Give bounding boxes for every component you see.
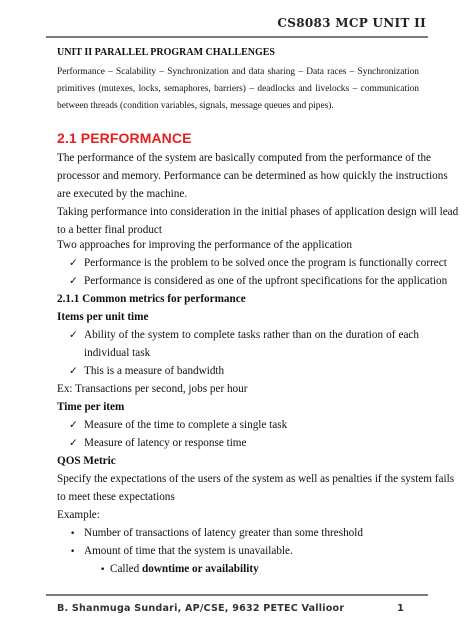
qos-bullet: Number of transactions of latency greater than some threshold [84,527,363,539]
syllabus-line: Performance – Scalability – Synchronization and data sharing – Data races – Synchronization [57,67,419,77]
approach-item: Performance is the problem to be solved once the program is functionally correct [84,257,447,269]
metric-heading-time-per-item: Time per item [57,401,125,413]
metric-heading-items-per-unit-time: Items per unit time [57,311,149,323]
section-heading: 2.1 PERFORMANCE [57,130,192,146]
bullet-icon: • [70,547,76,557]
subsection-heading: 2.1.1 Common metrics for performance [57,293,246,305]
checkmark-icon: ✓ [69,257,78,269]
qos-sub-bullet-prefix: Called [110,563,143,575]
design-paragraph [57,203,459,239]
qos-sub-bullet-emphasis: downtime or availability [142,563,259,575]
header-title: CS8083 MCP UNIT II [277,16,426,30]
metric-heading-qos: QOS Metric [57,455,116,467]
checkmark-icon: ✓ [69,275,78,287]
performance-paragraph [57,149,448,203]
metric-bullet: Ability of the system to complete tasks rather than on the duration of each [84,329,419,341]
qos-bullet: Amount of time that the system is unavailable. [84,545,293,557]
qos-paragraph-line: Specify the expectations of the users of the system as well as penalties if the system fails [57,473,455,485]
unit-syllabus [57,64,419,115]
syllabus-line: primitives (mutexes, locks, semaphores, barriers) – deadlocks and livelocks – communication [57,84,419,94]
paragraph-line: Taking performance into consideration in the initial phases of application design will lead [57,206,459,218]
checkmark-icon: ✓ [69,365,78,377]
metric-example: Ex: Transactions per second, jobs per hour [57,383,248,395]
bullet-icon: • [70,529,76,539]
checkmark-icon: ✓ [69,419,78,431]
footer-divider [46,594,428,596]
bullet-icon: • [100,565,106,575]
paragraph-line: processor and memory. Performance can be determined as how quickly the instructions [57,170,448,182]
qos-example-label: Example: [57,509,100,521]
paragraph-line: to a better final product [57,224,162,236]
approaches-intro: Two approaches for improving the performance of the application [57,239,352,251]
footer-author: B. Shanmuga Sundari, AP/CSE, 9632 PETEC Vallioor [57,603,345,614]
page-number: 1 [397,603,404,614]
metric-bullet: Measure of the time to complete a single task [84,419,288,431]
header-divider [46,36,428,38]
syllabus-line: between threads (condition variables, signals, message queues and pipes). [57,101,334,111]
paragraph-line: The performance of the system are basically computed from the performance of the [57,152,432,164]
metric-bullet: This is a measure of bandwidth [84,365,225,377]
paragraph-line: are executed by the machine. [57,188,188,200]
checkmark-icon: ✓ [69,329,78,341]
metric-bullet: Measure of latency or response time [84,437,247,449]
metric-bullet-continued: individual task [84,347,151,359]
unit-title: UNIT II PARALLEL PROGRAM CHALLENGES [57,47,275,58]
qos-paragraph-line: to meet these expectations [57,491,175,503]
approach-item: Performance is considered as one of the upfront specifications for the application [84,275,448,287]
checkmark-icon: ✓ [69,437,78,449]
qos-sub-bullet [110,563,259,575]
